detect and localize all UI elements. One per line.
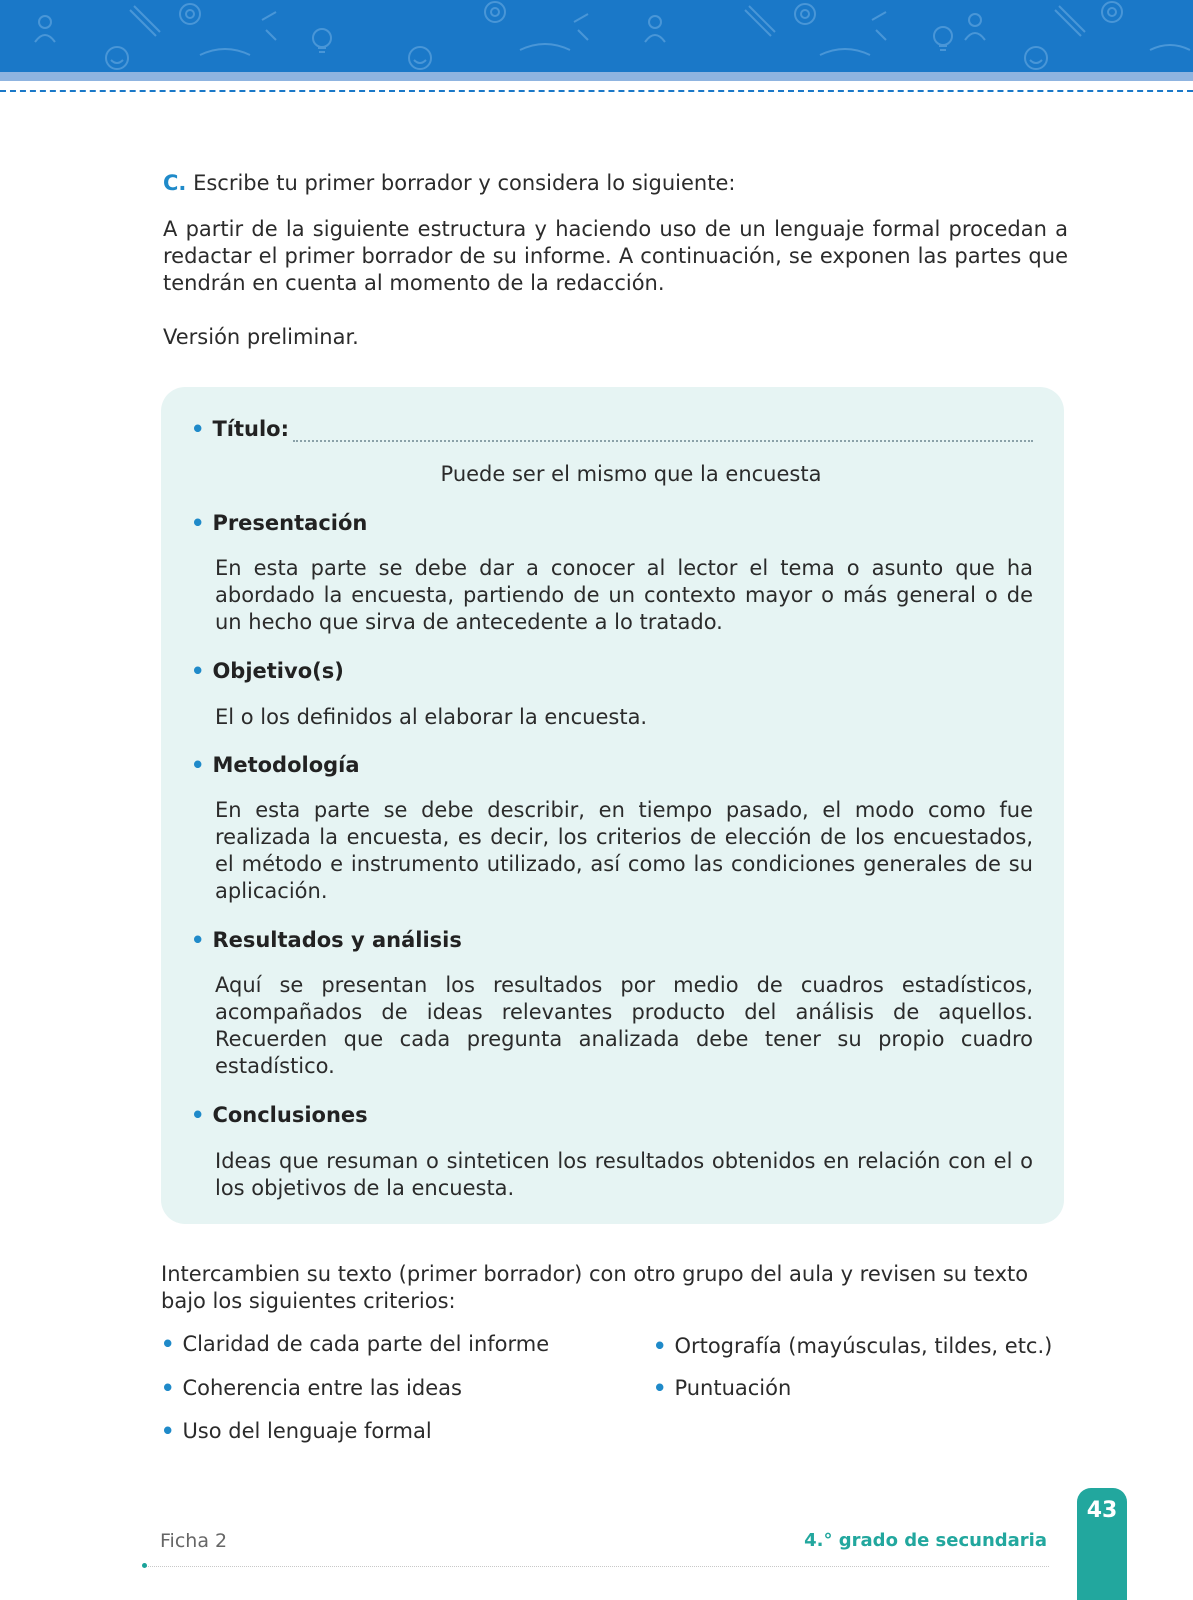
section-heading-objetivos: [191, 658, 1041, 684]
header-stripe: [0, 72, 1193, 81]
criteria-item: [161, 1418, 432, 1445]
step-instruction-text: Escribe tu primer borrador y considera lo siguiente:: [193, 171, 736, 195]
page-number-tab: [1077, 1488, 1127, 1600]
bullet-icon: •: [653, 1334, 667, 1358]
section-heading-text: Metodología: [212, 753, 360, 777]
title-heading: [191, 416, 1041, 442]
criteria-text: Coherencia entre las ideas: [182, 1376, 462, 1400]
section-heading-text: Objetivo(s): [212, 659, 344, 683]
pencil-icon: [1055, 6, 1085, 36]
criteria-text: Uso del lenguaje formal: [182, 1419, 432, 1443]
section-body-objetivos: El o los definidos al elaborar la encuesta.: [215, 705, 648, 729]
title-dotted-line: [293, 440, 1033, 442]
section-heading-metodologia: [191, 752, 1041, 778]
bullet-icon: •: [191, 417, 205, 441]
step-instruction: [163, 170, 1068, 197]
criteria-text: Ortografía (mayúsculas, tildes, etc.): [674, 1334, 1053, 1358]
gear-icon: [180, 4, 200, 24]
section-heading-presentacion: [191, 510, 1041, 536]
pencil-icon: [130, 6, 160, 36]
criteria-item: [161, 1375, 462, 1402]
footer-worksheet-label: Ficha 2: [160, 1530, 228, 1552]
step-letter: C.: [163, 171, 187, 195]
section-heading-text: Resultados y análisis: [212, 928, 462, 952]
criteria-item: [653, 1333, 1052, 1360]
bullet-icon: •: [161, 1332, 175, 1356]
section-heading-conclusiones: [191, 1102, 1041, 1128]
criteria-item: [653, 1375, 791, 1402]
header-dashed-rule: [0, 90, 1193, 92]
footer-dotted-rule: [144, 1566, 1049, 1567]
footer-grade-label: 4.° grado de secundaria: [804, 1530, 1047, 1551]
section-body-presentacion: En esta parte se debe dar a conocer al lector el tema o asunto que ha abordado la encuesta, partiendo de un contexto mayor o más general o de un hecho que sirva de antecedente a lo tratado.: [215, 556, 1033, 634]
criteria-item: [161, 1331, 549, 1358]
lightbulb-icon: [313, 29, 331, 52]
section-heading-resultados: [191, 927, 1041, 953]
bullet-icon: •: [191, 928, 205, 952]
smiley-icon: [106, 47, 128, 69]
criteria-text: Claridad de cada parte del informe: [182, 1332, 550, 1356]
gear-icon: [795, 4, 815, 24]
title-label: Título:: [212, 417, 289, 441]
bullet-icon: •: [191, 753, 205, 777]
person-icon: [645, 16, 665, 42]
banner-pattern: [0, 0, 1193, 72]
header-banner: [0, 0, 1193, 72]
bullet-icon: •: [191, 659, 205, 683]
section-heading-text: Presentación: [212, 511, 368, 535]
footer-dot: [142, 1563, 147, 1568]
criteria-text: Puntuación: [674, 1376, 792, 1400]
intro-paragraph: A partir de la siguiente estructura y haciendo uso de un lenguaje formal procedan a redactar el primer borrador de su informe. A continuación, se exponen las partes que tendrán en cuenta al momento de la redacción.: [163, 217, 1068, 295]
preliminary-label: Versión preliminar.: [163, 325, 359, 349]
smiley-icon: [1025, 47, 1047, 69]
smiley-icon: [409, 47, 431, 69]
bullet-icon: •: [161, 1376, 175, 1400]
person-icon: [35, 16, 55, 42]
gear-icon: [485, 2, 505, 22]
review-instruction: Intercambien su texto (primer borrador) con otro grupo del aula y revisen su texto bajo los siguientes criterios:: [161, 1262, 1029, 1313]
section-body-metodologia: En esta parte se debe describir, en tiempo pasado, el modo como fue realizada la encuesta, es decir, los criterios de elección de los encuestados, el método e instrumento utilizado, así como las condiciones generales de su aplicación.: [215, 798, 1033, 903]
bullet-icon: •: [161, 1419, 175, 1443]
click-cursor-icon: [262, 12, 886, 40]
section-heading-text: Conclusiones: [212, 1103, 368, 1127]
bullet-icon: •: [191, 1103, 205, 1127]
bullet-icon: •: [653, 1376, 667, 1400]
lightbulb-icon: [934, 27, 952, 50]
gear-icon: [1102, 2, 1122, 22]
page-number: 43: [1086, 1498, 1118, 1523]
bullet-icon: •: [191, 511, 205, 535]
section-body-resultados: Aquí se presentan los resultados por medio de cuadros estadísticos, acompañados de ideas relevantes producto del análisis de aquellos. Recuerden que cada pregunta analizada debe tener su propio cuadro estadístico.: [215, 973, 1033, 1078]
person-icon: [965, 14, 985, 40]
section-body-conclusiones: Ideas que resuman o sinteticen los resultados obtenidos en relación con el o los objetivos de la encuesta.: [215, 1149, 1033, 1200]
title-hint: Puede ser el mismo que la encuesta: [440, 462, 822, 486]
pencil-icon: [745, 6, 775, 36]
